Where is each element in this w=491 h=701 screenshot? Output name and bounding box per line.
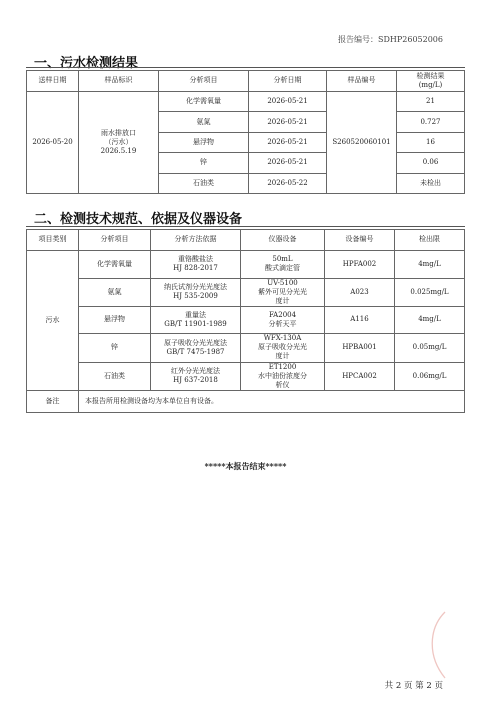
category: 污水 [27,251,79,391]
analysis-item: 化学需氧量 [79,251,151,279]
instrument: UV-5100 紫外可见分光光 度计 [241,278,325,306]
header-analysis-date: 分析日期 [249,71,327,92]
table-row [27,306,465,334]
note-text: 本报告所用检测设备均为本单位自有设备。 [79,390,465,412]
note-row [27,390,465,412]
header-analysis-item: 分析项目 [159,71,249,92]
header-result: 检测结果 (mg/L) [397,71,465,92]
analysis-date: 2026-05-22 [249,173,327,193]
table-row [27,334,465,362]
table-row [27,92,465,112]
result-value: 0.727 [397,112,465,132]
sample-no: S260520060101 [327,92,397,194]
page-number: 共 2 页 第 2 页 [384,681,443,691]
methods-table [26,229,465,413]
method: 重铬酸盐法 HJ 828-2017 [151,251,241,279]
header-sample-label: 样品标识 [79,71,159,92]
equipment-no: A116 [325,306,395,334]
instrument: FA2004 分析天平 [241,306,325,334]
result-value: 16 [397,132,465,152]
detection-limit: 0.025mg/L [395,278,465,306]
analysis-item: 石油类 [79,362,151,390]
analysis-date: 2026-05-21 [249,112,327,132]
header-detection-limit: 检出限 [395,230,465,251]
seal-stamp-fragment [423,610,449,680]
sample-label [79,92,159,194]
header-category: 项目类别 [27,230,79,251]
analysis-item: 悬浮物 [159,132,249,152]
header-equipment-no: 设备编号 [325,230,395,251]
result-value: 21 [397,92,465,112]
method: 原子吸收分光光度法 GB/T 7475-1987 [151,334,241,362]
detection-limit: 4mg/L [395,251,465,279]
sample-label-line: 雨水排放口 [101,128,136,137]
analysis-date: 2026-05-21 [249,132,327,152]
analysis-item: 化学需氧量 [159,92,249,112]
result-value: 0.06 [397,153,465,173]
header-analysis-item: 分析项目 [79,230,151,251]
header-instrument: 仪器设备 [241,230,325,251]
analysis-item: 氨氮 [79,278,151,306]
result-value: 未检出 [397,173,465,193]
section2-divider [26,226,465,227]
sample-date: 2026-05-20 [27,92,79,194]
method: 红外分光光度法 HJ 637-2018 [151,362,241,390]
analysis-item: 锌 [79,334,151,362]
detection-limit: 0.06mg/L [395,362,465,390]
method: 纳氏试剂分光光度法 HJ 535-2009 [151,278,241,306]
analysis-item: 氨氮 [159,112,249,132]
section2-title: 二、检测技术规范、依据及仪器设备 [34,212,243,227]
methods-header-row [27,230,465,251]
equipment-no: HPCA002 [325,362,395,390]
equipment-no: A023 [325,278,395,306]
report-end-mark: *****本报告结束***** [204,461,287,471]
detection-limit: 4mg/L [395,306,465,334]
report-number: 报告编号：SDHP26052006 [338,35,443,44]
note-label: 备注 [27,390,79,412]
section1-title: 一、污水检测结果 [34,56,139,71]
method: 重量法 GB/T 11901-1989 [151,306,241,334]
sample-label-line: （污水） [104,137,133,146]
results-header-row [27,71,465,92]
header-sample-date: 送样日期 [27,71,79,92]
analysis-item: 锌 [159,153,249,173]
table-row [27,251,465,279]
analysis-date: 2026-05-21 [249,92,327,112]
detection-limit: 0.05mg/L [395,334,465,362]
results-table [26,70,465,194]
analysis-item: 悬浮物 [79,306,151,334]
table-row [27,362,465,390]
analysis-date: 2026-05-21 [249,153,327,173]
table-row [27,278,465,306]
header-method: 分析方法依据 [151,230,241,251]
section1-divider [26,67,465,68]
header-sample-no: 样品编号 [327,71,397,92]
equipment-no: HPBA001 [325,334,395,362]
analysis-item: 石油类 [159,173,249,193]
equipment-no: HPFA002 [325,251,395,279]
instrument: 50mL 酸式滴定管 [241,251,325,279]
instrument: ET1200 水中油份浓度分 析仪 [241,362,325,390]
sample-label-line: 2026.5.19 [100,147,137,156]
instrument: WFX-130A 原子吸收分光光 度计 [241,334,325,362]
